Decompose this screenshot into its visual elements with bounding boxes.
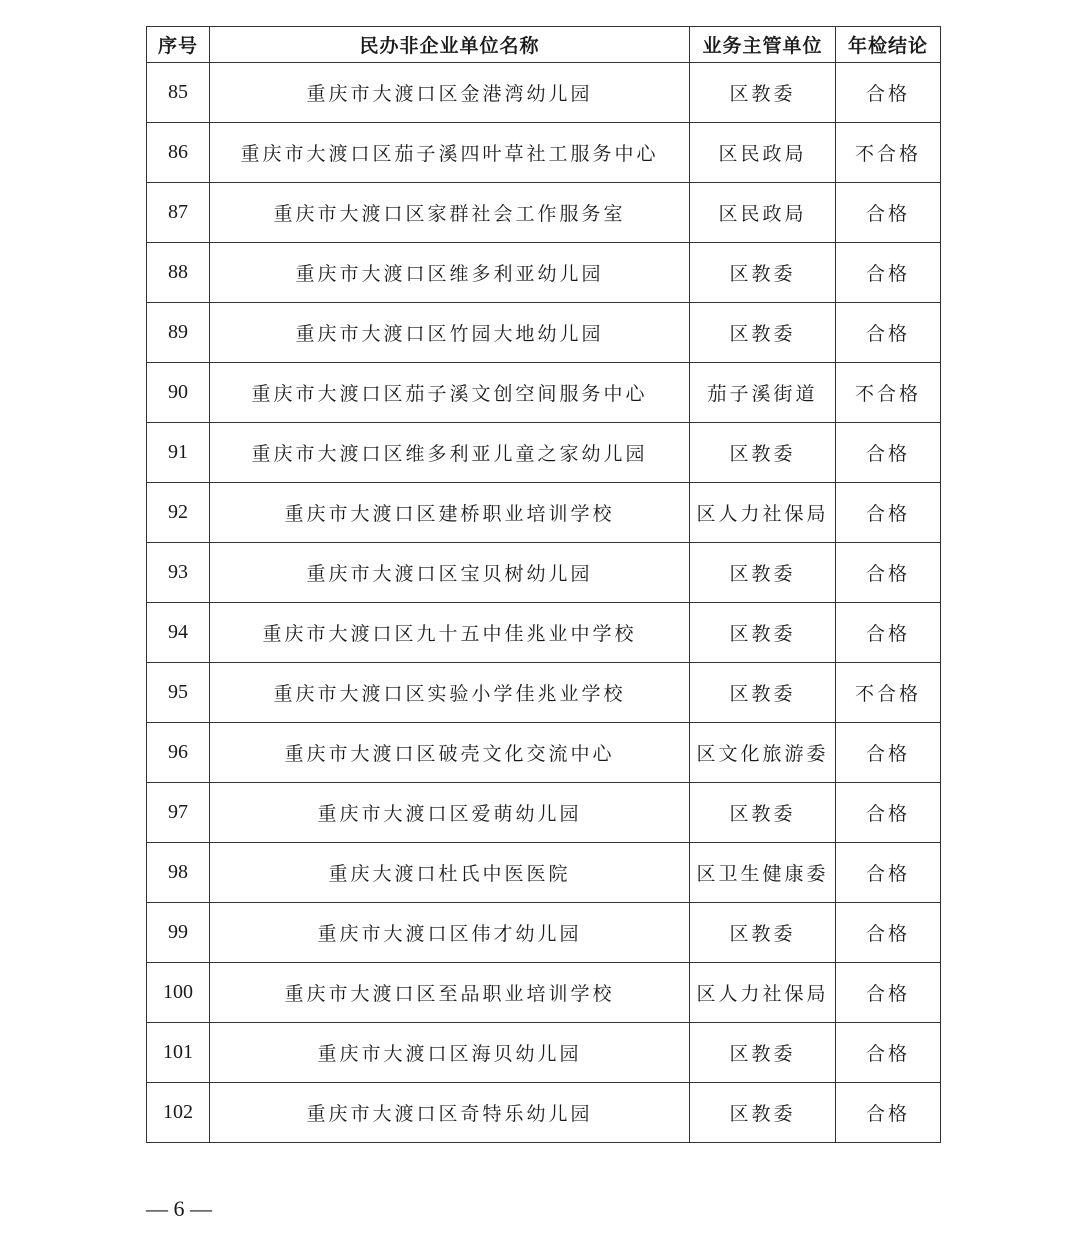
table-row [147,543,941,603]
cell-organization-name: 重庆市大渡口区家群社会工作服务室 [210,183,690,243]
cell-organization-name: 重庆市大渡口区实验小学佳兆业学校 [210,663,690,723]
table-row [147,483,941,543]
cell-supervising-authority: 区教委 [690,303,836,363]
cell-seq: 99 [147,903,210,963]
cell-supervising-authority: 区人力社保局 [690,963,836,1023]
cell-organization-name: 重庆市大渡口区海贝幼儿园 [210,1023,690,1083]
cell-inspection-result: 合格 [836,483,941,543]
cell-seq: 86 [147,123,210,183]
cell-inspection-result: 合格 [836,903,941,963]
header-seq: 序号 [147,27,210,63]
table-row [147,1023,941,1083]
table-row [147,663,941,723]
table-row [147,723,941,783]
cell-organization-name: 重庆市大渡口区宝贝树幼儿园 [210,543,690,603]
cell-supervising-authority: 区人力社保局 [690,483,836,543]
page-number: — 6 — [146,1196,212,1221]
cell-inspection-result: 合格 [836,303,941,363]
cell-supervising-authority: 区教委 [690,423,836,483]
cell-seq: 101 [147,1023,210,1083]
cell-inspection-result: 合格 [836,423,941,483]
cell-inspection-result: 合格 [836,1083,941,1143]
cell-organization-name: 重庆市大渡口区爱萌幼儿园 [210,783,690,843]
table-body [147,63,941,1143]
cell-seq: 98 [147,843,210,903]
cell-supervising-authority: 区教委 [690,243,836,303]
cell-inspection-result: 合格 [836,1023,941,1083]
cell-supervising-authority: 区教委 [690,903,836,963]
cell-organization-name: 重庆市大渡口区茄子溪文创空间服务中心 [210,363,690,423]
cell-inspection-result: 不合格 [836,123,941,183]
cell-seq: 92 [147,483,210,543]
cell-supervising-authority: 区教委 [690,63,836,123]
table-row [147,963,941,1023]
cell-inspection-result: 合格 [836,723,941,783]
annual-inspection-table-container [146,26,940,1143]
cell-inspection-result: 合格 [836,183,941,243]
cell-seq: 95 [147,663,210,723]
table-header-row [147,27,941,63]
cell-inspection-result: 合格 [836,603,941,663]
cell-inspection-result: 合格 [836,963,941,1023]
cell-supervising-authority: 区文化旅游委 [690,723,836,783]
cell-supervising-authority: 区民政局 [690,123,836,183]
cell-supervising-authority: 区卫生健康委 [690,843,836,903]
cell-seq: 87 [147,183,210,243]
table-row [147,123,941,183]
cell-seq: 91 [147,423,210,483]
cell-seq: 90 [147,363,210,423]
cell-seq: 96 [147,723,210,783]
header-organization-name: 民办非企业单位名称 [210,27,690,63]
annual-inspection-table [146,26,941,1143]
table-row [147,423,941,483]
cell-organization-name: 重庆市大渡口区金港湾幼儿园 [210,63,690,123]
table-row [147,183,941,243]
cell-organization-name: 重庆市大渡口区竹园大地幼儿园 [210,303,690,363]
cell-organization-name: 重庆市大渡口区伟才幼儿园 [210,903,690,963]
cell-organization-name: 重庆市大渡口区茄子溪四叶草社工服务中心 [210,123,690,183]
header-supervising-authority: 业务主管单位 [690,27,836,63]
cell-seq: 93 [147,543,210,603]
cell-seq: 89 [147,303,210,363]
cell-inspection-result: 合格 [836,243,941,303]
cell-organization-name: 重庆市大渡口区破壳文化交流中心 [210,723,690,783]
cell-inspection-result: 不合格 [836,663,941,723]
cell-seq: 102 [147,1083,210,1143]
cell-organization-name: 重庆市大渡口区至品职业培训学校 [210,963,690,1023]
cell-seq: 100 [147,963,210,1023]
cell-supervising-authority: 区教委 [690,783,836,843]
cell-inspection-result: 不合格 [836,363,941,423]
cell-seq: 88 [147,243,210,303]
table-row [147,603,941,663]
cell-organization-name: 重庆市大渡口区建桥职业培训学校 [210,483,690,543]
table-row [147,903,941,963]
cell-organization-name: 重庆市大渡口区九十五中佳兆业中学校 [210,603,690,663]
cell-organization-name: 重庆市大渡口区奇特乐幼儿园 [210,1083,690,1143]
table-row [147,303,941,363]
cell-supervising-authority: 区教委 [690,543,836,603]
cell-supervising-authority: 区教委 [690,663,836,723]
cell-seq: 94 [147,603,210,663]
cell-inspection-result: 合格 [836,543,941,603]
cell-seq: 85 [147,63,210,123]
table-row [147,63,941,123]
cell-organization-name: 重庆市大渡口区维多利亚儿童之家幼儿园 [210,423,690,483]
cell-organization-name: 重庆大渡口杜氏中医医院 [210,843,690,903]
cell-inspection-result: 合格 [836,783,941,843]
table-row [147,363,941,423]
cell-supervising-authority: 区教委 [690,603,836,663]
cell-organization-name: 重庆市大渡口区维多利亚幼儿园 [210,243,690,303]
header-inspection-result: 年检结论 [836,27,941,63]
cell-supervising-authority: 茄子溪街道 [690,363,836,423]
cell-supervising-authority: 区民政局 [690,183,836,243]
cell-inspection-result: 合格 [836,63,941,123]
table-row [147,843,941,903]
cell-supervising-authority: 区教委 [690,1083,836,1143]
table-row [147,1083,941,1143]
cell-supervising-authority: 区教委 [690,1023,836,1083]
cell-seq: 97 [147,783,210,843]
table-row [147,243,941,303]
cell-inspection-result: 合格 [836,843,941,903]
table-row [147,783,941,843]
